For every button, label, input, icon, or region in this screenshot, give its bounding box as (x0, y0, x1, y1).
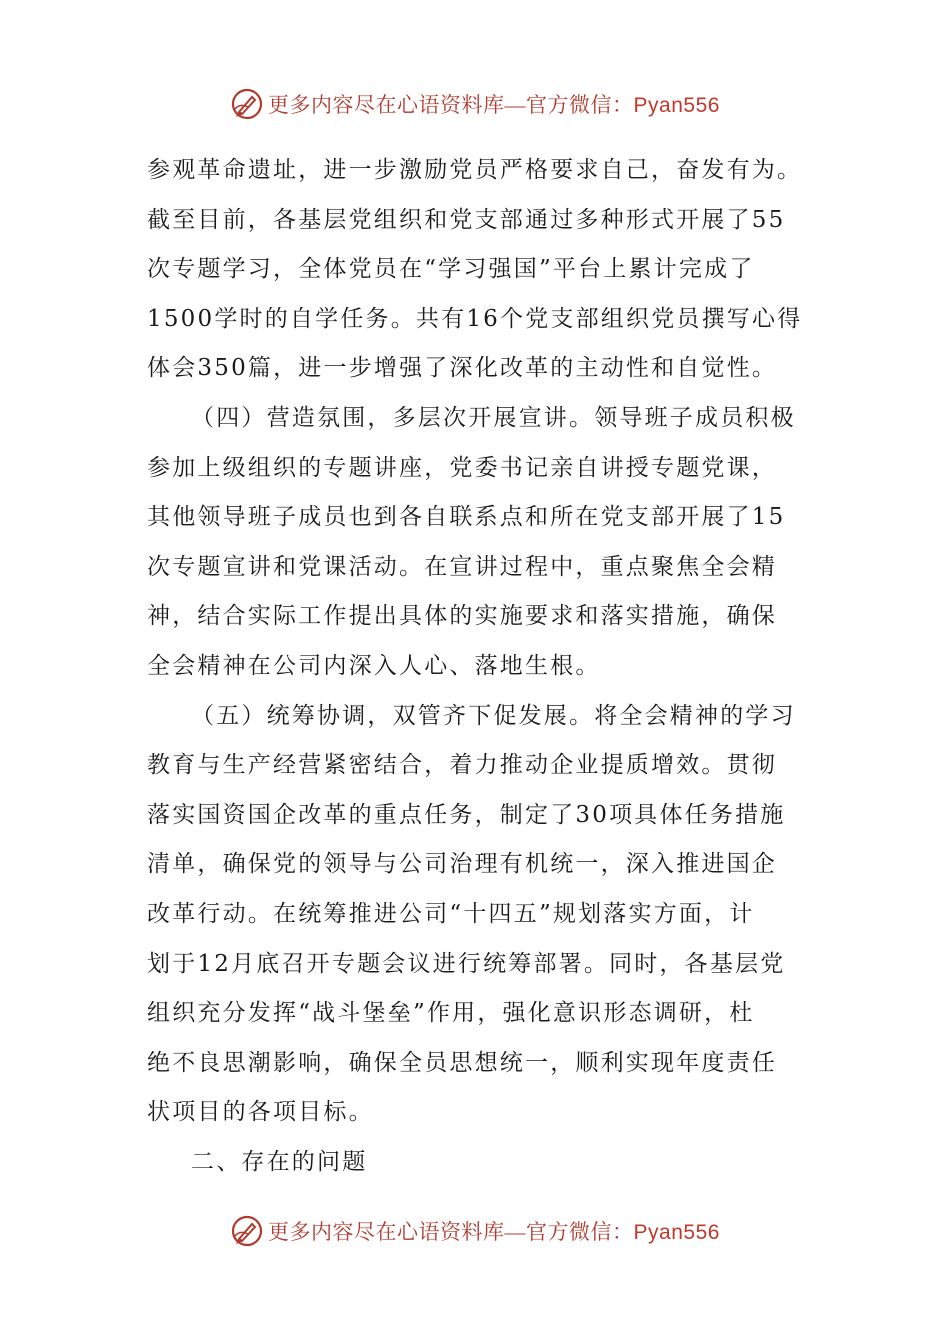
text-line: 参观革命遗址，进一步激励党员严格要求自己，奋发有为。 (147, 157, 803, 183)
section-four-heading-line: （四）营造氛围，多层次开展宣讲。领导班子成员积极 (191, 404, 796, 431)
text-line: 参加上级组织的专题讲座，党委书记亲自讲授专题党课， (147, 454, 777, 481)
text-line: 落实国资国企改革的重点任务，制定了30项具体任务措施 (147, 801, 786, 828)
text-line: 绝不良思潮影响，确保全员思想统一，顺利实现年度责任 (147, 1049, 777, 1076)
watermark-text: 更多内容尽在心语资料库—官方微信：Pyan556 (268, 1220, 720, 1244)
pen-logo-icon (230, 1214, 264, 1248)
document-body (147, 146, 807, 1187)
text-line: 次专题宣讲和党课活动。在宣讲过程中，重点聚焦全会精 (147, 553, 777, 580)
text-line: 清单，确保党的领导与公司治理有机统一，深入推进国企 (147, 851, 777, 878)
text-line: 改革行动。在统筹推进公司“十四五”规划落实方面，计 (147, 900, 755, 927)
pen-logo-icon (230, 87, 264, 121)
text-line: 教育与生产经营紧密结合，着力推动企业提质增效。贯彻 (147, 752, 777, 779)
watermark-wechat-id: Pyan556 (633, 1221, 720, 1244)
text-line: 组织充分发挥“战斗堡垒”作用，强化意识形态调研，杜 (147, 1000, 755, 1027)
text-line: 划于12月底召开专题会议进行统筹部署。同时，各基层党 (147, 950, 786, 977)
footer-watermark (0, 1211, 950, 1251)
watermark-wechat-id: Pyan556 (633, 94, 720, 117)
text-line: 1500学时的自学任务。共有16个党支部组织党员撰写心得 (147, 305, 803, 332)
text-line: 状项目的各项目标。 (147, 1099, 374, 1126)
text-line: 截至目前，各基层党组织和党支部通过多种形式开展了55 (147, 206, 786, 233)
text-line: 次专题学习，全体党员在“学习强国”平台上累计完成了 (147, 256, 755, 283)
section-heading-problems: 二、存在的问题 (191, 1148, 368, 1175)
text-line: 神，结合实际工作提出具体的实施要求和落实措施，确保 (147, 603, 777, 630)
text-line: 体会350篇，进一步增强了深化改革的主动性和自觉性。 (147, 355, 778, 382)
section-five-heading-line: （五）统筹协调，双管齐下促发展。将全会精神的学习 (191, 702, 796, 729)
text-line: 其他领导班子成员也到各自联系点和所在党支部开展了15 (147, 504, 786, 531)
text-line: 全会精神在公司内深入人心、落地生根。 (147, 652, 601, 679)
watermark-text: 更多内容尽在心语资料库—官方微信：Pyan556 (268, 93, 720, 117)
header-watermark (0, 84, 950, 124)
